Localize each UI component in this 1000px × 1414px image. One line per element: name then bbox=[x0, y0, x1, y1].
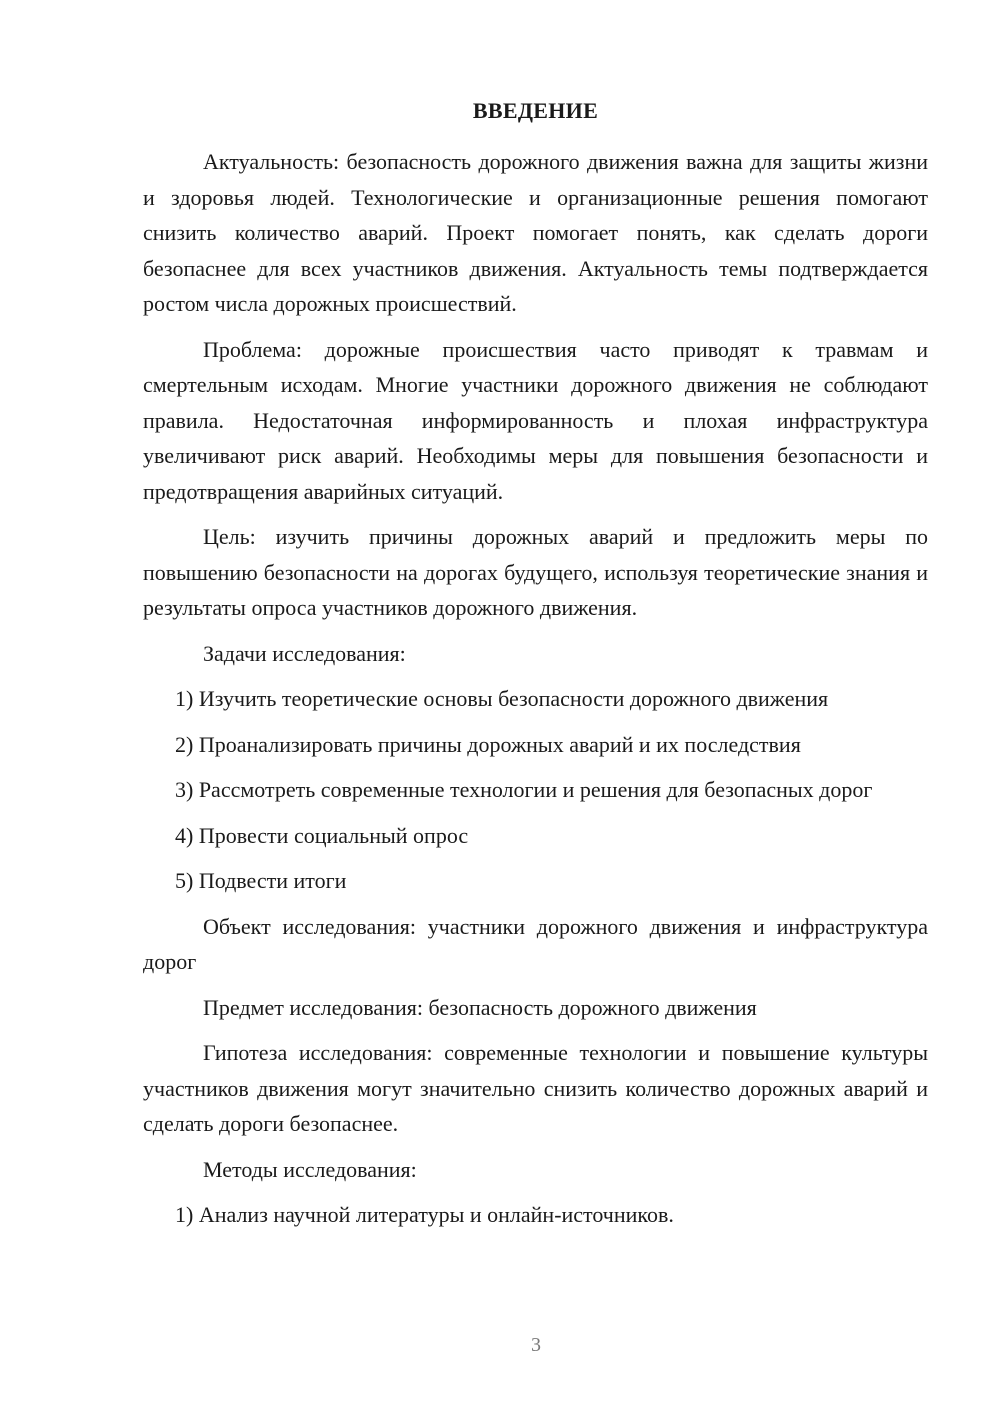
section-title: ВВЕДЕНИЕ bbox=[472, 98, 599, 123]
object-paragraph: Объект исследования: участники дорожного движения и инфраструктура дорог bbox=[143, 913, 928, 974]
hypothesis-paragraph: Гипотеза исследования: современные технологии и повышение культуры участников движения могут значительно снизить количество дорожных аварий и сделать дороги безопаснее. bbox=[143, 1040, 928, 1136]
page-number: 3 bbox=[531, 1334, 541, 1356]
task-item: 4) Провести социальный опрос bbox=[175, 822, 469, 848]
problem-paragraph: Проблема: дорожные происшествия часто приводят к травмам и смертельным исходам. Многие участники дорожного движения не соблюдают правила. Недостаточная информированность и плохая инфраструктура увеличивают риск аварий. Необходимы меры для повышения безопасности и предотвращения аварийных ситуаций. bbox=[143, 336, 928, 504]
method-item: 1) Анализ научной литературы и онлайн-источников. bbox=[175, 1202, 674, 1227]
tasks-heading: Задачи исследования: bbox=[203, 640, 406, 666]
goal-paragraph: Цель: изучить причины дорожных аварий и предложить меры по повышению безопасности на дорогах будущего, используя теоретические знания и результаты опроса участников дорожного движения. bbox=[143, 524, 928, 620]
subject-paragraph: Предмет исследования: безопасность дорожного движения bbox=[203, 994, 757, 1020]
task-item: 1) Изучить теоретические основы безопасности дорожного движения bbox=[175, 686, 829, 711]
methods-heading: Методы исследования: bbox=[203, 1156, 417, 1182]
task-item: 2) Проанализировать причины дорожных аварий и их последствия bbox=[175, 731, 801, 757]
relevance-paragraph: Актуальность: безопасность дорожного движения важна для защиты жизни и здоровья людей. Технологические и организационные решения помогают снизить количество аварий. Проект помогает понять, как сделать дороги безопаснее для всех участников движения. Актуальность темы подтверждается ростом числа дорожных происшествий. bbox=[143, 149, 928, 316]
task-item: 5) Подвести итоги bbox=[175, 868, 347, 893]
task-item: 3) Рассмотреть современные технологии и решения для безопасных дорог bbox=[175, 777, 873, 802]
document-page bbox=[143, 96, 928, 1243]
